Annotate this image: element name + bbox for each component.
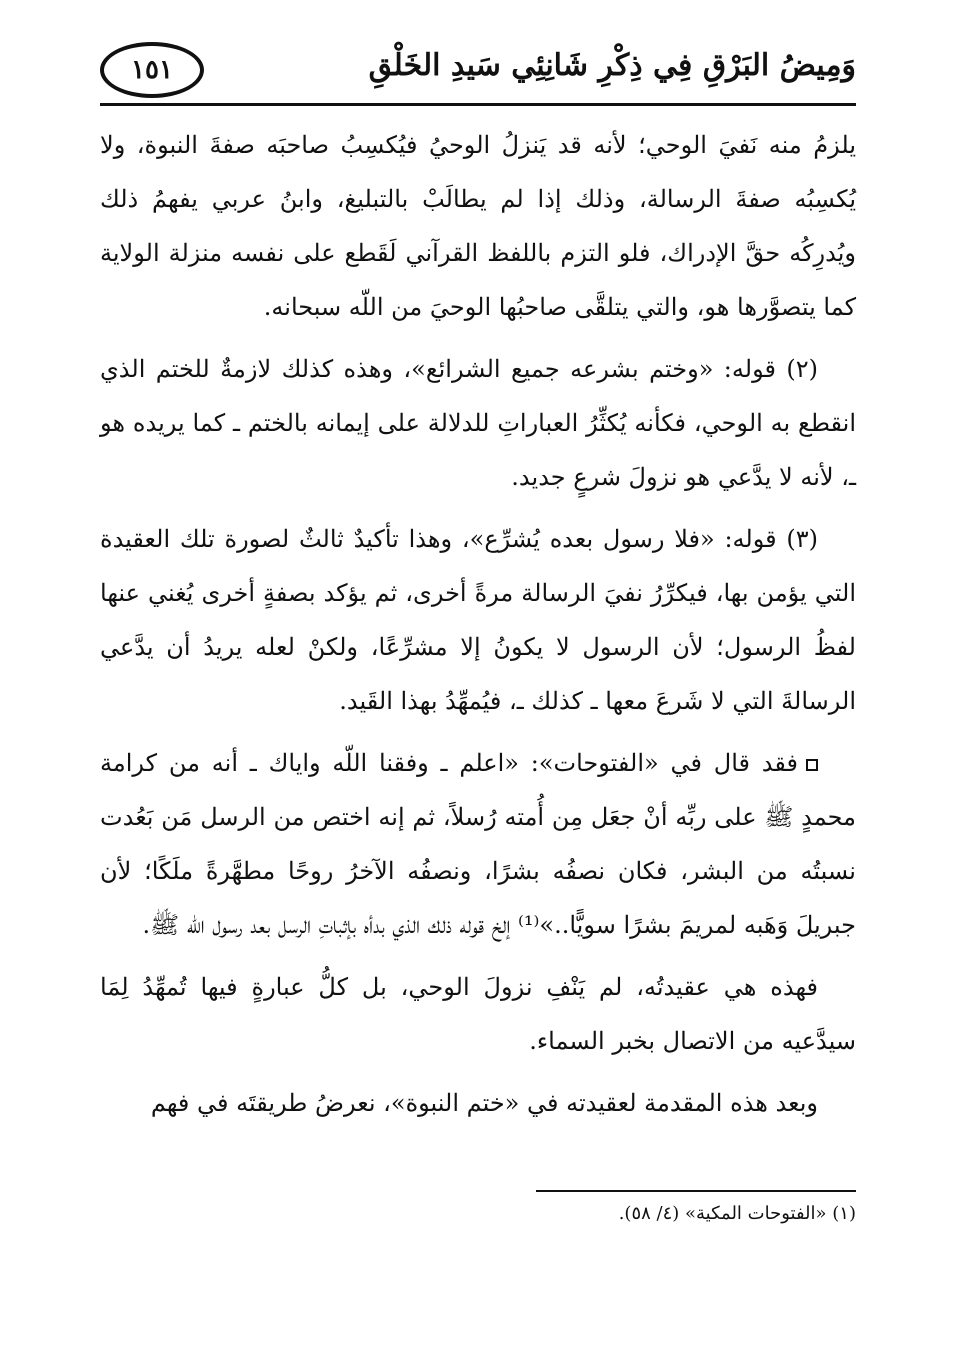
- footnote-divider: [536, 1190, 856, 1192]
- page-number: ١٥١: [100, 42, 204, 98]
- paragraph: (٢) قوله: «وختم بشرعه جميع الشرائع»، وهذه كذلك لازمةٌ للختم الذي انقطع به الوحي، فكأنه يُكثِّرُ العباراتِ للدلالة على إيمانه بالختم ـ كما يريده هو ـ، لأنه لا يدَّعي هو نزولَ شرعٍ جديد.: [100, 355, 856, 491]
- page-header: [100, 34, 856, 104]
- paragraph: فهذه هي عقيدتُه، لم يَنْفِ نزولَ الوحي، بل كلُّ عبارةٍ فيها تُمهِّدُ لِمَا سيدَّعيه من الاتصال بخبر السماء.: [100, 973, 856, 1055]
- square-marker-icon: [806, 759, 818, 771]
- quote-paragraph: [100, 736, 856, 952]
- running-title: وَمِيضُ البَرْقِ فِي ذِكْرِ شَانِئِي سَيدِ الخَلْقِ: [368, 48, 856, 83]
- paragraph: وبعد هذه المقدمة لعقيدته في «ختم النبوة»، نعرضُ طريقتَه في فهم: [150, 1089, 818, 1117]
- body-text: [100, 118, 856, 1138]
- paragraph: يلزمُ منه نَفيَ الوحي؛ لأنه قد يَنزلُ الوحيُ فيُكسِبُ صاحبَه صفةَ النبوة، ولا يُكسِبُه صفةَ الرسالة، وذلك إذا لم يطالَبْ بالتبليغ، وابنُ عربي يفهمُ ذلك ويُدرِكُه حقَّ الإدراك، فلو التزم باللفظ القرآني لَقَطع على نفسه منزلة الولاية كما يتصوَّرها هو، والتي يتلقَّى صاحبُها الوحيَ من اللّه سبحانه.: [100, 131, 856, 321]
- footnote: (١) «الفتوحات المكية» (٤/ ٥٨).: [618, 1203, 856, 1224]
- header-divider: [100, 103, 856, 106]
- paragraph: (٣) قوله: «فلا رسول بعده يُشرِّع»، وهذا تأكيدٌ ثالثٌ لصورة تلك العقيدة التي يؤمن بها، فيكرِّرُ نفيَ الرسالة مرةً أخرى، ثم يؤكد بصفةٍ أخرى يُغني عنها لفظُ الرسول؛ لأن الرسول لا يكونُ إلا مشرِّعًا، ولكنْ لعله يريدُ أن يدَّعي الرسالةَ التي لا شَرعَ معها ـ كذلك ـ، فيُمهِّدُ بهذا القَيد.: [100, 525, 856, 715]
- quote-text: فقد قال في «الفتوحات»: «اعلم ـ وفقنا اللّه واياك ـ أنه من كرامة محمدٍ ﷺ على ربِّه أنْ جعَل مِن أُمته رُسلاً، ثم إنه اختص من الرسل مَن بَعُدت نسبتُه من البشر، فكان نصفُه بشرًا، ونصفُه الآخرُ روحًا مطهَّرةً ملَكًا؛ لأن جبريلَ وَهَبه لمريمَ بشرًا سويًّا..»⁽¹⁾ إلخ قوله ذلك الذي بدأه بإثباتِ الرسل بعد رسول اللّه ﷺ.: [100, 749, 857, 939]
